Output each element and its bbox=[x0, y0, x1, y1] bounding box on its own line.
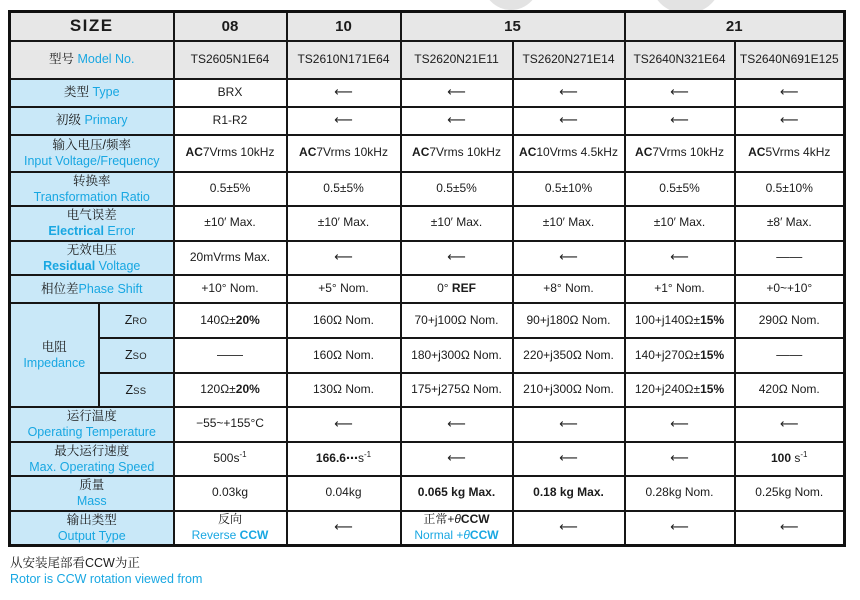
mass-08: 0.03kg bbox=[174, 476, 287, 511]
size-10: 10 bbox=[287, 12, 401, 41]
size-21: 21 bbox=[625, 12, 845, 41]
ratio-label: 转换率 Transformation Ratio bbox=[10, 172, 174, 207]
electrical-error-label: 电气误差 Electrical Error bbox=[10, 206, 174, 241]
footnote-zh: 从安装尾部看CCW为正 bbox=[10, 556, 140, 570]
ditto-arrow: ⟵ bbox=[513, 107, 625, 135]
ditto-arrow: ⟵ bbox=[625, 241, 735, 276]
temp-08: −55~+155°C bbox=[174, 407, 287, 442]
error-10: ±10′ Max. bbox=[287, 206, 401, 241]
input-15a: AC7Vrms 10kHz bbox=[401, 135, 513, 172]
ditto-arrow: ⟵ bbox=[401, 407, 513, 442]
ratio-row bbox=[10, 172, 845, 207]
ditto-arrow: ⟵ bbox=[401, 79, 513, 107]
zss-21b: 420Ω Nom. bbox=[735, 373, 845, 407]
output-type-row bbox=[10, 511, 845, 546]
impedance-label: 电阻 Impedance bbox=[10, 303, 99, 407]
output-15a: 正常+θCCW Normal +θCCW bbox=[401, 511, 513, 546]
speed-08: $500s^{-1}$ bbox=[174, 442, 287, 477]
output-type-label: 输出类型 Output Type bbox=[10, 511, 174, 546]
phase-15a: 0° REF bbox=[401, 275, 513, 303]
input-15b: AC10Vrms 4.5kHz bbox=[513, 135, 625, 172]
ditto-arrow: ⟵ bbox=[287, 79, 401, 107]
phase-21a: +1° Nom. bbox=[625, 275, 735, 303]
mass-21b: 0.25kg Nom. bbox=[735, 476, 845, 511]
error-21b: ±8′ Max. bbox=[735, 206, 845, 241]
error-15b: ±10′ Max. bbox=[513, 206, 625, 241]
type-08: BRX bbox=[174, 79, 287, 107]
input-21b: AC5Vrms 4kHz bbox=[735, 135, 845, 172]
model-10: TS2610N171E64 bbox=[287, 41, 401, 79]
input-21a: AC7Vrms 10kHz bbox=[625, 135, 735, 172]
ratio-10: 0.5±5% bbox=[287, 172, 401, 207]
operating-temperature-label: 运行温度 Operating Temperature bbox=[10, 407, 174, 442]
zro-21a: 100+j140Ω±15% bbox=[625, 303, 735, 338]
mass-label: 质量 Mass bbox=[10, 476, 174, 511]
ditto-arrow: ⟵ bbox=[625, 442, 735, 477]
zss-label: ZSS bbox=[99, 373, 174, 407]
ditto-arrow: ⟵ bbox=[735, 79, 845, 107]
impedance-zro-row bbox=[10, 303, 845, 338]
ditto-arrow: ⟵ bbox=[625, 79, 735, 107]
error-15a: ±10′ Max. bbox=[401, 206, 513, 241]
spec-table bbox=[8, 10, 846, 547]
output-08: 反向 Reverse CCW bbox=[174, 511, 287, 546]
footnote-en: Rotor is CCW rotation viewed from bbox=[10, 571, 203, 586]
impedance-zss-row bbox=[10, 373, 845, 407]
zss-15a: 175+j275Ω Nom. bbox=[401, 373, 513, 407]
primary-row bbox=[10, 107, 845, 135]
ditto-arrow: ⟵ bbox=[735, 407, 845, 442]
ditto-arrow: ⟵ bbox=[287, 241, 401, 276]
ditto-arrow: ⟵ bbox=[287, 511, 401, 546]
zso-15b: 220+j350Ω Nom. bbox=[513, 338, 625, 373]
zso-15a: 180+j300Ω Nom. bbox=[401, 338, 513, 373]
model-21a: TS2640N321E64 bbox=[625, 41, 735, 79]
ditto-arrow: ⟵ bbox=[513, 79, 625, 107]
model-15a: TS2620N21E11 bbox=[401, 41, 513, 79]
zss-08: 120Ω±20% bbox=[174, 373, 287, 407]
residual-voltage-label: 无效电压 Residual Voltage bbox=[10, 241, 174, 276]
zso-10: 160Ω Nom. bbox=[287, 338, 401, 373]
ditto-arrow: ⟵ bbox=[735, 107, 845, 135]
impedance-zso-row bbox=[10, 338, 845, 373]
phase-15b: +8° Nom. bbox=[513, 275, 625, 303]
model-label: 型号 Model No. bbox=[10, 41, 174, 79]
zso-21a: 140+j270Ω±15% bbox=[625, 338, 735, 373]
model-row bbox=[10, 41, 845, 79]
zss-15b: 210+j300Ω Nom. bbox=[513, 373, 625, 407]
phase-08: +10° Nom. bbox=[174, 275, 287, 303]
zro-15b: 90+j180Ω Nom. bbox=[513, 303, 625, 338]
ditto-arrow: ⟵ bbox=[625, 107, 735, 135]
model-21b: TS2640N691E125 bbox=[735, 41, 845, 79]
zss-10: 130Ω Nom. bbox=[287, 373, 401, 407]
model-08: TS2605N1E64 bbox=[174, 41, 287, 79]
primary-label: 初级 Primary bbox=[10, 107, 174, 135]
ditto-arrow: ⟵ bbox=[513, 511, 625, 546]
mass-row bbox=[10, 476, 845, 511]
ratio-21a: 0.5±5% bbox=[625, 172, 735, 207]
ditto-arrow: ⟵ bbox=[513, 241, 625, 276]
input-10: AC7Vrms 10kHz bbox=[287, 135, 401, 172]
type-row bbox=[10, 79, 845, 107]
input-08: AC7Vrms 10kHz bbox=[174, 135, 287, 172]
zso-label: ZSO bbox=[99, 338, 174, 373]
zro-label: ZRO bbox=[99, 303, 174, 338]
dash-cell: —— bbox=[735, 241, 845, 276]
phase-shift-label: 相位差Phase Shift bbox=[10, 275, 174, 303]
mass-15b: 0.18 kg Max. bbox=[513, 476, 625, 511]
input-voltage-row bbox=[10, 135, 845, 172]
operating-temperature-row bbox=[10, 407, 845, 442]
footnote bbox=[10, 556, 202, 587]
error-21a: ±10′ Max. bbox=[625, 206, 735, 241]
ditto-arrow: ⟵ bbox=[287, 107, 401, 135]
ditto-arrow: ⟵ bbox=[735, 511, 845, 546]
header-row bbox=[10, 12, 845, 41]
mass-21a: 0.28kg Nom. bbox=[625, 476, 735, 511]
ratio-15a: 0.5±5% bbox=[401, 172, 513, 207]
ditto-arrow: ⟵ bbox=[513, 442, 625, 477]
input-voltage-label: 输入电压/频率 Input Voltage/Frequency bbox=[10, 135, 174, 172]
ratio-21b: 0.5±10% bbox=[735, 172, 845, 207]
mass-10: 0.04kg bbox=[287, 476, 401, 511]
zro-08: 140Ω±20% bbox=[174, 303, 287, 338]
ratio-15b: 0.5±10% bbox=[513, 172, 625, 207]
zro-21b: 290Ω Nom. bbox=[735, 303, 845, 338]
model-15b: TS2620N271E14 bbox=[513, 41, 625, 79]
speed-21b: 100 $s^{-1}$ bbox=[735, 442, 845, 477]
dash-cell: —— bbox=[735, 338, 845, 373]
type-label: 类型 Type bbox=[10, 79, 174, 107]
ditto-arrow: ⟵ bbox=[625, 407, 735, 442]
primary-08: R1-R2 bbox=[174, 107, 287, 135]
zro-15a: 70+j100Ω Nom. bbox=[401, 303, 513, 338]
speed-10: $166.6\cdots s^{-1}$ bbox=[287, 442, 401, 477]
zss-21a: 120+j240Ω±15% bbox=[625, 373, 735, 407]
residual-voltage-row bbox=[10, 241, 845, 276]
size-header: SIZE bbox=[10, 12, 174, 41]
ditto-arrow: ⟵ bbox=[287, 407, 401, 442]
max-speed-label: 最大运行速度 Max. Operating Speed bbox=[10, 442, 174, 477]
phase-21b: +0~+10° bbox=[735, 275, 845, 303]
phase-10: +5° Nom. bbox=[287, 275, 401, 303]
ditto-arrow: ⟵ bbox=[513, 407, 625, 442]
dash-cell: —— bbox=[174, 338, 287, 373]
phase-shift-row bbox=[10, 275, 845, 303]
error-08: ±10′ Max. bbox=[174, 206, 287, 241]
zro-10: 160Ω Nom. bbox=[287, 303, 401, 338]
ratio-08: 0.5±5% bbox=[174, 172, 287, 207]
ditto-arrow: ⟵ bbox=[401, 241, 513, 276]
size-15: 15 bbox=[401, 12, 625, 41]
ditto-arrow: ⟵ bbox=[401, 442, 513, 477]
size-08: 08 bbox=[174, 12, 287, 41]
watermark-circle bbox=[483, 0, 539, 10]
residual-08: 20mVrms Max. bbox=[174, 241, 287, 276]
ditto-arrow: ⟵ bbox=[401, 107, 513, 135]
ditto-arrow: ⟵ bbox=[625, 511, 735, 546]
max-speed-row bbox=[10, 442, 845, 477]
mass-15a: 0.065 kg Max. bbox=[401, 476, 513, 511]
electrical-error-row bbox=[10, 206, 845, 241]
